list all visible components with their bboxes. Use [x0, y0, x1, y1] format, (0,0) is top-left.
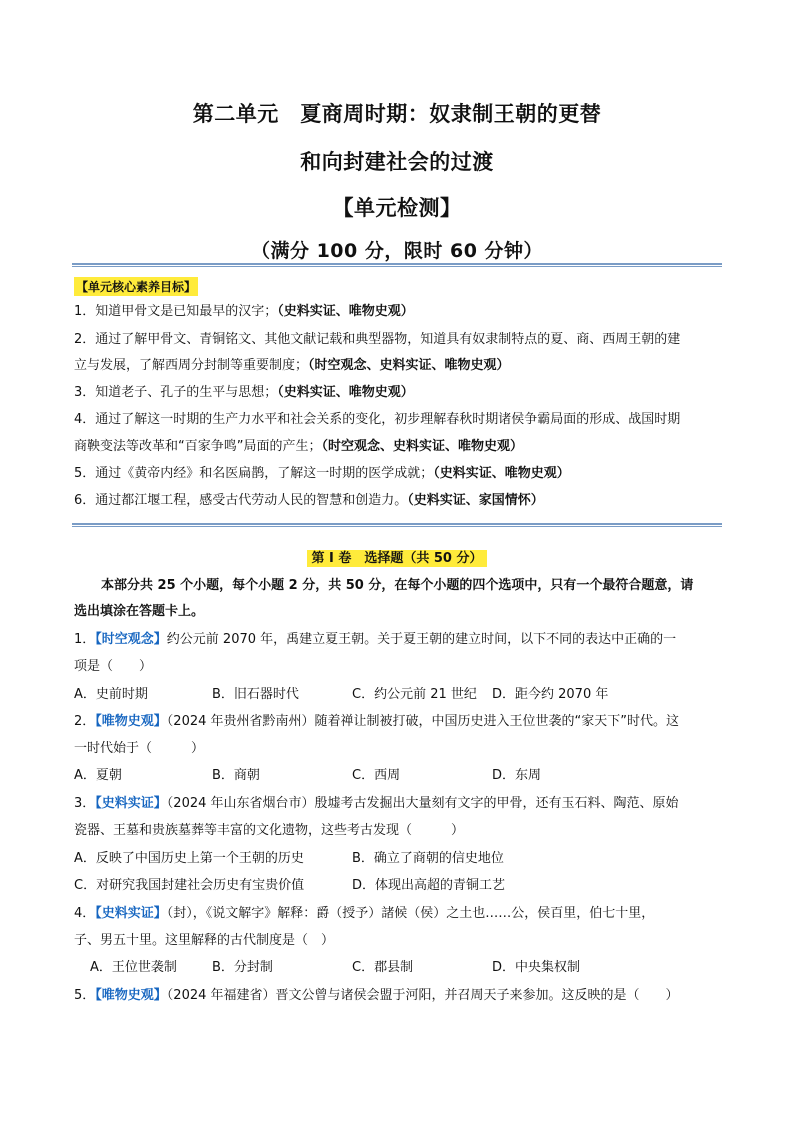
- q1-option-d[interactable]: D．距今约 2070 年: [492, 687, 609, 702]
- goals-label: 【单元核心素养目标】: [74, 277, 198, 296]
- question-3-line-1: 3．【史料实证】（2024 年山东省烟台市）殷墟考古发掘出大量刻有文字的甲骨，还有玉石料、陶范、原始: [74, 796, 679, 811]
- question-4-line-2: 子、男五十里。这里解释的古代制度是（ ）: [74, 933, 335, 948]
- goal-line-8: 6．通过都江堰工程，感受古代劳动人民的智慧和创造力。（史料实证、家国情怀）: [74, 493, 544, 508]
- goal-line-5: 4．通过了解这一时期的生产力水平和社会关系的变化，初步理解春秋时期诸侯争霸局面的形成、战国时期: [74, 412, 681, 427]
- question-3-line-2: 瓷器、王墓和贵族墓葬等丰富的文化遗物，这些考古发现（ ）: [74, 823, 465, 838]
- section-intro-1: 本部分共 25 个小题，每个小题 2 分，共 50 分，在每个小题的四个选项中，只有一个最符合题意，请: [101, 578, 694, 593]
- question-1-line-1: 1．【时空观念】约公元前 2070 年，禹建立夏王朝。关于夏王朝的建立时间，以下不同的表达中正确的一: [74, 632, 677, 647]
- divider-top: [72, 263, 722, 267]
- question-2-line-2: 一时代始于（ ）: [74, 741, 205, 756]
- q2-option-b[interactable]: B．商朝: [212, 768, 260, 783]
- q3-option-c[interactable]: C．对研究我国封建社会历史有宝贵价值: [74, 878, 305, 893]
- goal-line-4: 3．知道老子、孔子的生平与思想；（史料实证、唯物史观）: [74, 385, 414, 400]
- q2-option-d[interactable]: D．东周: [492, 768, 542, 783]
- question-4-line-1: 4．【史料实证】（封），《说文解字》解释：爵（授予）諸候（侯）之土也……公，侯百里，伯七十里，: [74, 906, 655, 921]
- q2-option-a[interactable]: A．夏朝: [74, 768, 122, 783]
- title-line-3: 【单元检测】: [332, 196, 462, 220]
- q1-option-c[interactable]: C．约公元前 21 世纪: [352, 687, 477, 702]
- q2-option-c[interactable]: C．西周: [352, 768, 401, 783]
- question-5-line-1: 5．【唯物史观】（2024 年福建省）晋文公曾与诸侯会盟于河阳，并召周天子来参加。这反映的是（ ）: [74, 988, 679, 1003]
- q3-option-b[interactable]: B．确立了商朝的信史地位: [352, 851, 504, 866]
- title-line-2: 和向封建社会的过渡: [300, 150, 494, 174]
- title-line-4: （满分 100 分，限时 60 分钟）: [250, 240, 544, 262]
- goal-line-6: 商鞅变法等改革和“百家争鸣”局面的产生；（时空观念、史料实证、唯物史观）: [74, 439, 523, 454]
- q1-option-b[interactable]: B．旧石器时代: [212, 687, 299, 702]
- q3-option-d[interactable]: D．体现出高超的青铜工艺: [352, 878, 506, 893]
- goal-line-7: 5．通过《黄帝内经》和名医扁鹊，了解这一时期的医学成就；（史料实证、唯物史观）: [74, 466, 570, 481]
- q4-option-a[interactable]: A．王位世袭制: [90, 960, 177, 975]
- q4-option-b[interactable]: B．分封制: [212, 960, 273, 975]
- q4-option-d[interactable]: D．中央集权制: [492, 960, 581, 975]
- question-1-line-2: 项是（ ）: [74, 659, 153, 674]
- divider-bottom: [72, 523, 722, 527]
- question-2-line-1: 2．【唯物史观】（2024 年贵州省黔南州）随着禅让制被打破，中国历史进入王位世袭的“家天下”时代。这: [74, 714, 679, 729]
- goal-line-2: 2．通过了解甲骨文、青铜铭文、其他文献记载和典型器物，知道具有奴隶制特点的夏、商、西周王朝的建: [74, 332, 681, 347]
- section-title: 第 I 卷 选择题（共 50 分）: [0, 547, 794, 566]
- goal-line-3: 立与发展，了解西周分封制等重要制度；（时空观念、史料实证、唯物史观）: [74, 358, 510, 373]
- q3-option-a[interactable]: A．反映了中国历史上第一个王朝的历史: [74, 851, 304, 866]
- q1-option-a[interactable]: A．史前时期: [74, 687, 148, 702]
- section-intro-2: 选出填涂在答题卡上。: [74, 604, 205, 619]
- goal-line-1: 1．知道甲骨文是已知最早的汉字；（史料实证、唯物史观）: [74, 304, 414, 319]
- title-line-1: 第二单元 夏商周时期：奴隶制王朝的更替: [192, 102, 602, 126]
- q4-option-c[interactable]: C．郡县制: [352, 960, 414, 975]
